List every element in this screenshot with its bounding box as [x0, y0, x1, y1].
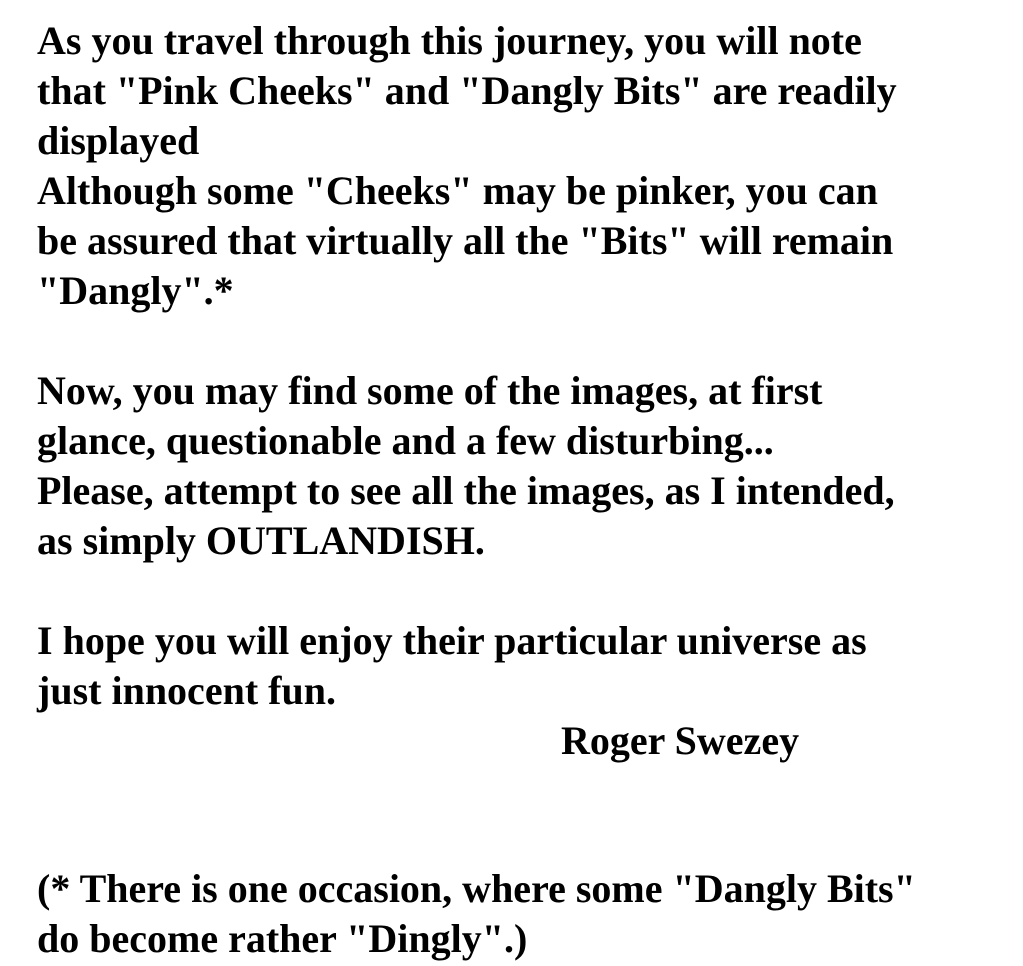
- text-line: just innocent fun.: [37, 668, 336, 713]
- text-line: Although some "Cheeks" may be pinker, you can: [37, 168, 878, 213]
- text-line: displayed: [37, 118, 200, 163]
- text-line: glance, questionable and a few disturbing...: [37, 418, 774, 463]
- text-line: as simply OUTLANDISH.: [37, 518, 485, 563]
- text-line: Please, attempt to see all the images, as I intended,: [37, 468, 895, 513]
- text-line: Now, you may find some of the images, at first: [37, 368, 823, 413]
- text-line: that "Pink Cheeks" and "Dangly Bits" are readily: [37, 68, 897, 113]
- footnote-line: do become rather "Dingly".): [37, 916, 528, 961]
- text-line: be assured that virtually all the "Bits" will remain: [37, 218, 894, 263]
- text-line: "Dangly".*: [37, 268, 234, 313]
- footnote-line: (* There is one occasion, where some "Dangly Bits": [37, 866, 916, 911]
- text-line: I hope you will enjoy their particular universe as: [37, 618, 867, 663]
- signature: Roger Swezey: [561, 718, 800, 763]
- text-line: As you travel through this journey, you will note: [37, 18, 862, 63]
